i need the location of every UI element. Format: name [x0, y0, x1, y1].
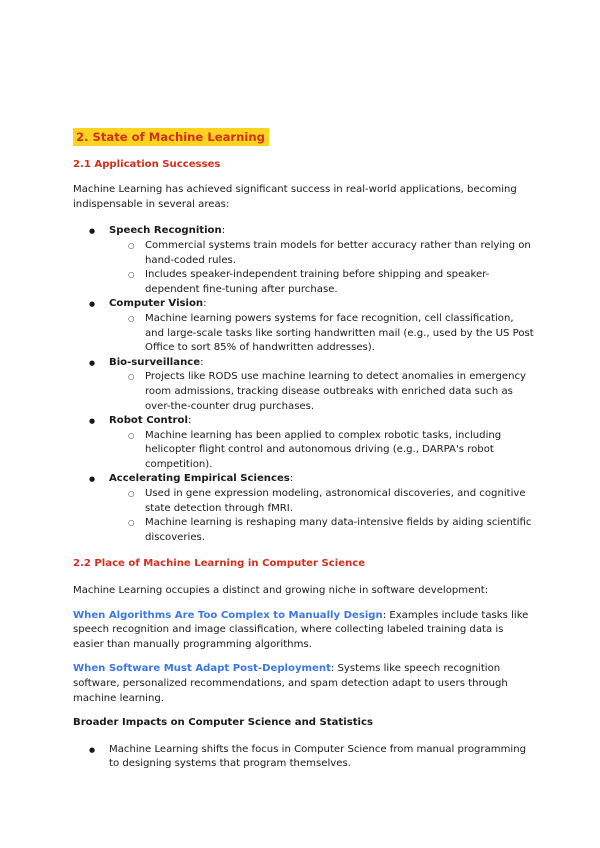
broader-impacts-heading: Broader Impacts on Computer Science and Statistics [73, 717, 373, 729]
intro-paragraph: Machine Learning has achieved significant success in real-world applications, becoming indispensable in several areas: [73, 184, 517, 210]
adapt-text: : Systems like speech recognition software, personalized recommendations, and spam detection adapt to users through machine learning. [73, 663, 508, 704]
list-item-vision: ● Computer Vision: ○ Machine learning powers systems for face recognition, cell classification, and large-scale tasks like sorting handwritten mail (e.g., used by the US Post Office to sort 85% of handwritten addresses). [73, 297, 535, 355]
item-label: Accelerating Empirical Sciences [109, 473, 290, 485]
niche-intro: Machine Learning occupies a distinct and growing niche in software development: [73, 585, 489, 597]
complex-algorithms-paragraph [73, 609, 535, 653]
list-item-biosurveillance: ● Bio-surveillance: ○ Projects like RODS use machine learning to detect anomalies in emergency room admissions, tracking disease outbreaks with enriched data such as over-the-counter drug purchases. [73, 356, 535, 414]
subsection-heading-2-1: 2.1 Application Successes [73, 158, 221, 170]
sub-item: ○ Machine learning is reshaping many data-intensive fields by aiding scientific discoveries. [109, 516, 535, 545]
list-item-empirical: ● Accelerating Empirical Sciences: ○ Used in gene expression modeling, astronomical discoveries, and cognitive state detection through fMRI. ○ Machine learning is reshaping many data-intensive fields by aiding scientific discoveries. [73, 472, 535, 545]
item-label: Speech Recognition [109, 225, 222, 237]
complex-algorithms-text: : Examples include tasks like speech recognition and image classification, where collecting labeled training data is easier than manually programming algorithms. [73, 609, 529, 650]
adapt-label: When Software Must Adapt Post-Deployment [73, 663, 331, 675]
broader-impacts-list [73, 743, 535, 772]
list-item: ● Machine Learning shifts the focus in Computer Science from manual programming to designing systems that program themselves. [73, 743, 535, 772]
sub-item: ○ Machine learning has been applied to complex robotic tasks, including helicopter flight control and autonomous driving (e.g., DARPA's robot competition). [109, 429, 535, 473]
section-title: 2. State of Machine Learning [73, 128, 269, 146]
document-page [73, 128, 535, 772]
list-item-speech: ● Speech Recognition: ○ Commercial systems train models for better accuracy rather than relying on hand-coded rules. ○ Includes speaker-independent training before shipping and speaker-dependent fine-tuning after purchase. [73, 224, 535, 297]
list-item-robot: ● Robot Control: ○ Machine learning has been applied to complex robotic tasks, including helicopter flight control and autonomous driving (e.g., DARPA's robot competition). [73, 414, 535, 472]
sub-item: ○ Used in gene expression modeling, astronomical discoveries, and cognitive state detection through fMRI. [109, 487, 535, 516]
complex-algorithms-label: When Algorithms Are Too Complex to Manually Design [73, 609, 383, 621]
adapt-paragraph [73, 662, 535, 706]
item-label: Bio-surveillance [109, 356, 201, 368]
subsection-heading-2-2: 2.2 Place of Machine Learning in Computer Science [73, 558, 366, 570]
sub-item: ○ Includes speaker-independent training before shipping and speaker-dependent fine-tuning after purchase. [109, 268, 535, 297]
item-label: Robot Control [109, 415, 188, 427]
sub-item: ○ Machine learning powers systems for face recognition, cell classification, and large-scale tasks like sorting handwritten mail (e.g., used by the US Post Office to sort 85% of handwritten addresses). [109, 312, 535, 356]
sub-item: ○ Projects like RODS use machine learning to detect anomalies in emergency room admissions, tracking disease outbreaks with enriched data such as over-the-counter drug purchases. [109, 370, 535, 414]
sub-item: ○ Commercial systems train models for better accuracy rather than relying on hand-coded rules. [109, 239, 535, 268]
item-label: Computer Vision [109, 298, 204, 310]
application-list [73, 224, 535, 545]
